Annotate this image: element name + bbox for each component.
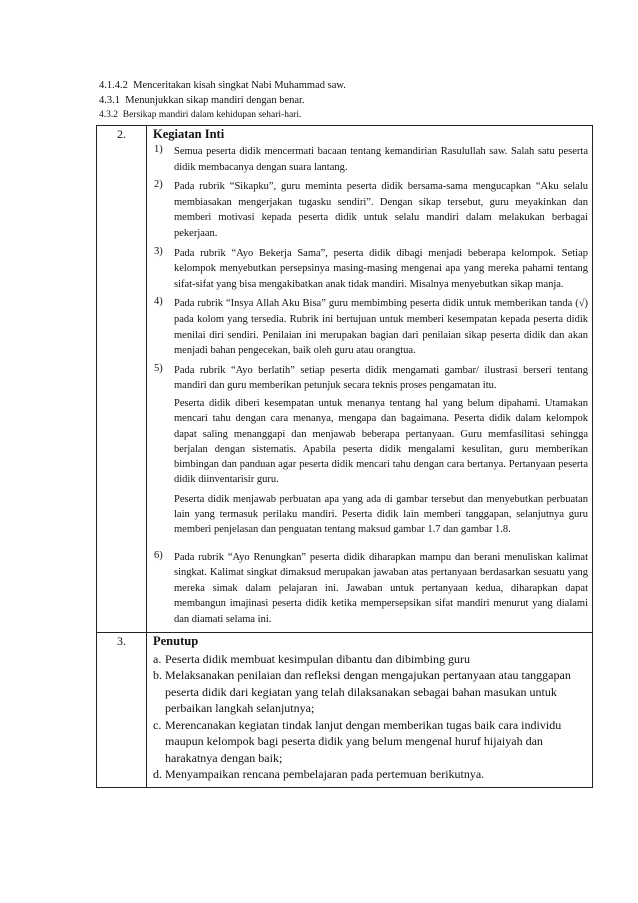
step-paragraph: Peserta didik menjawab perbuatan apa yang ada di gambar tersebut dan menyebutkan perbuatan lain yang termasuk perilaku mandiri. Peserta didik lain memberi tanggapan, selanjutnya guru memberi penjelasan dan penguatan tentang maksud gambar 1.7 dan gambar 1.8.: [174, 493, 588, 536]
step-paragraph: Pada rubrik “Ayo Renungkan” peserta didik diharapkan mampu dan berani menuliskan kalimat singkat. Kalimat singkat dimaksud merupakan jawaban atas pertanyaan berdasarkan sesuatu yang mereka simak dalam pelajaran ini. Jawaban untuk pertanyaan kedua, diharapkan dapat membangun imajinasi peserta didik ketika mempersepsikan sifat mandiri menurut yang dialami dan diamati selama ini.: [174, 551, 588, 625]
section-number: 2.: [97, 126, 147, 633]
step-list: [153, 144, 588, 628]
step-item: [153, 246, 588, 293]
step-item: [153, 550, 588, 628]
section-title: Penutup: [153, 633, 199, 648]
closing-item: [153, 667, 588, 717]
closing-text: Merencanakan kegiatan tindak lanjut dengan memberikan tugas baik cara individu maupun kelompok bagi peserta didik yang belum mengenal huruf hijaiyah dan harakatnya dengan baik;: [165, 717, 562, 765]
step-paragraph: Pada rubrik “Insya Allah Aku Bisa” guru membimbing peserta didik untuk memberikan tanda (√) pada kolom yang tersedia. Rubrik ini bertujuan untuk memberi kesempatan kepada peserta didik menilai diri sendiri. Penilaian ini merupakan bagian dari penilaian sikap peserta didik dan akan menjadi bahan pengecekan, baik oleh guru atau orangtua.: [174, 298, 588, 357]
step-paragraph: Pada rubrik “Sikapku”, guru meminta peserta didik bersama-sama mengucapkan “Aku selalu membiasakan mengerjakan tugasku sendiri”. Dengan sikap tersebut, guru meyakinkan dan memberi motivasi kepada peserta didik untuk selalu mandiri dalam melakukan berbagai pekerjaan.: [174, 181, 588, 239]
step-body: [174, 550, 588, 628]
closing-item: [153, 766, 588, 783]
indicator-code: 4.3.2: [99, 110, 118, 120]
step-number: 2): [154, 179, 163, 191]
indicator-item: [99, 93, 599, 108]
section-content: [147, 632, 593, 787]
step-body: [174, 179, 588, 241]
step-number: 6): [154, 549, 163, 561]
step-body: [174, 363, 588, 538]
indicator-item: [99, 78, 599, 93]
step-item: [153, 144, 588, 175]
indicator-code: 4.1.4.2: [99, 80, 128, 91]
step-number: 4): [154, 296, 163, 308]
activities-table: [96, 125, 593, 788]
section-title: Kegiatan Inti: [153, 127, 225, 141]
closing-text: Melaksanakan penilaian dan refleksi dengan mengajukan pertanyaan atau tanggapan peserta didik dari kegiatan yang telah dilaksanakan sebagai bahan masukan untuk perbaikan langkah selanjutnya;: [165, 668, 571, 716]
step-number: 1): [154, 144, 163, 155]
indicator-text: Bersikap mandiri dalam kehidupan sehari-hari.: [122, 110, 302, 120]
step-body: [174, 296, 588, 358]
step-paragraph: Pada rubrik “Ayo berlatih” setiap peserta didik mengamati gambar/ ilustrasi berseri tentang mandiri dan guru memberikan petunjuk secara teknis proses pengamatan itu.: [174, 364, 588, 392]
step-body: [174, 144, 588, 175]
closing-letter: c.: [153, 717, 162, 732]
step-body: [174, 246, 588, 293]
closing-list: [153, 651, 588, 783]
indicator-item: [99, 108, 599, 123]
step-paragraph: Pada rubrik “Ayo Bekerja Sama”, peserta didik dibagi menjadi beberapa kelompok. Setiap kelompok menyebutkan persepsinya masing-masing mengenai apa yang mereka pahami tentang sifat-sifat yang bisa mengakibatkan anak tidak mandiri. Misalnya menyebutkan sikap manja.: [174, 247, 588, 290]
step-number: 3): [154, 245, 163, 257]
step-paragraph: Peserta didik diberi kesempatan untuk menanya tentang hal yang belum dipahami. Utamakan mencari tahu dengan cara menanya, mengapa dan bagaimana. Peserta didik dalam kelompok dapat saling menanggapi dan menjawab beberapa pertanyaan. Guru memfasilitasi sehingga berjalan dengan sistematis. Apabila peserta didik mengalami kesulitan, guru memberikan bimbingan dan panduan agar peserta didik mencari tahu dengan cara bertanya. Pertanyaan peserta didik diinventarisir guru.: [174, 397, 588, 486]
closing-letter: b.: [153, 668, 162, 683]
closing-item: [153, 651, 588, 668]
indicator-list: [99, 78, 599, 123]
step-number: 5): [154, 362, 163, 374]
section-content: [147, 126, 593, 633]
closing-text: Peserta didik membuat kesimpulan dibantu dan dibimbing guru: [165, 651, 470, 666]
step-paragraph: Semua peserta didik mencermati bacaan tentang kemandirian Rasulullah saw. Salah satu peserta didik membacanya dengan suara lantang.: [174, 146, 588, 173]
indicator-text: Menunjukkan sikap mandiri dengan benar.: [125, 95, 305, 106]
section-number: 3.: [97, 632, 147, 787]
table-row-kegiatan-inti: [97, 126, 593, 633]
indicator-text: Menceritakan kisah singkat Nabi Muhammad saw.: [133, 80, 346, 91]
step-item: [153, 296, 588, 358]
table-row-penutup: [97, 632, 593, 787]
closing-letter: d.: [153, 767, 162, 782]
step-item: [153, 179, 588, 241]
step-item: [153, 363, 588, 538]
closing-item: [153, 717, 588, 767]
indicator-code: 4.3.1: [99, 95, 120, 106]
closing-text: Menyampaikan rencana pembelajaran pada pertemuan berikutnya.: [165, 767, 485, 782]
closing-letter: a.: [153, 651, 162, 666]
